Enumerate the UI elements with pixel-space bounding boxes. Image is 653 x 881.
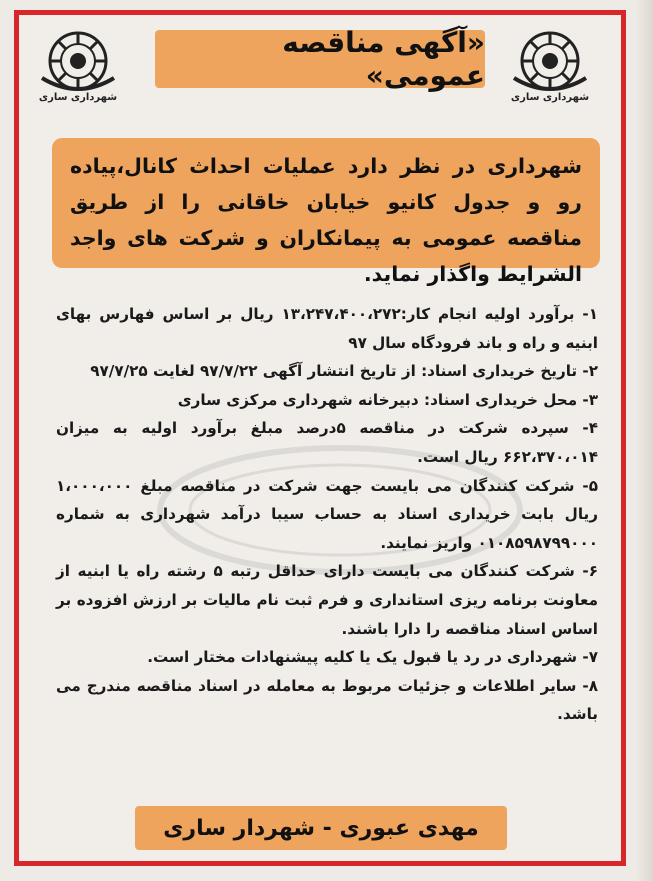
municipality-logo-left (32, 28, 124, 108)
list-item: ۷- شهرداری در رد یا قبول یک یا کلیه پیشنهادات مختار است. (147, 648, 598, 667)
list-item: ۳- محل خریداری اسناد: دبیرخانه شهرداری مرکزی ساری (177, 390, 598, 409)
logo-caption: شهرداری ساری (38, 92, 118, 103)
list-item: ۲- تاریخ خریداری اسناد: از تاریخ انتشار آگهی ۹۷/۷/۲۲ لغایت ۹۷/۷/۲۵ (90, 362, 598, 381)
notice-intro: شهرداری در نظر دارد عملیات احداث کانال،پیاده رو و جدول کانیو خیابان خاقانی را از طریق مناقصه عمومی به پیمانکاران و شرکت های واجد الشرایط واگذار نماید. (52, 138, 600, 268)
list-item: ۵- شرکت کنندگان می بایست جهت شرکت در مناقصه مبلغ ۱،۰۰۰،۰۰۰ ریال بابت خریداری اسناد به حساب سیبا درآمد شهرداری به شماره ۰۱۰۸۵۹۸۷۹۹۰۰۰ واریز نمایند. (56, 476, 598, 552)
page-edge (635, 0, 653, 881)
notice-title: «آگهی مناقصه عمومی» (155, 30, 485, 88)
emblem-icon (36, 28, 120, 94)
list-item: ۴- سپرده شرکت در مناقصه ۵درصد مبلغ برآورد اولیه به میزان ۶۶۲،۳۷۰،۰۱۴ ریال است. (56, 419, 599, 466)
list-item: ۸- سایر اطلاعات و جزئیات مربوط به معامله در اسناد مناقصه مندرج می باشد. (56, 676, 598, 724)
municipality-logo-right (504, 28, 596, 108)
notice-conditions-list (56, 300, 598, 729)
logo-caption: شهرداری ساری (510, 92, 590, 103)
list-item: ۶- شرکت کنندگان می بایست دارای حداقل رتبه ۵ رشته راه یا ابنیه از معاونت برنامه ریزی استانداری و فرم ثبت نام مالیات بر ارزش افزوده بر اساس اسناد مناقصه را دارا باشند. (56, 562, 598, 638)
emblem-icon (508, 28, 592, 94)
mayor-signature: مهدی عبوری - شهردار ساری (135, 806, 507, 850)
list-item: ۱- برآورد اولیه انجام کار:۱۳،۲۴۷،۴۰۰،۲۷۲ ریال بر اساس فهارس بهای ابنیه و راه و باند فرودگاه سال ۹۷ (56, 305, 598, 352)
